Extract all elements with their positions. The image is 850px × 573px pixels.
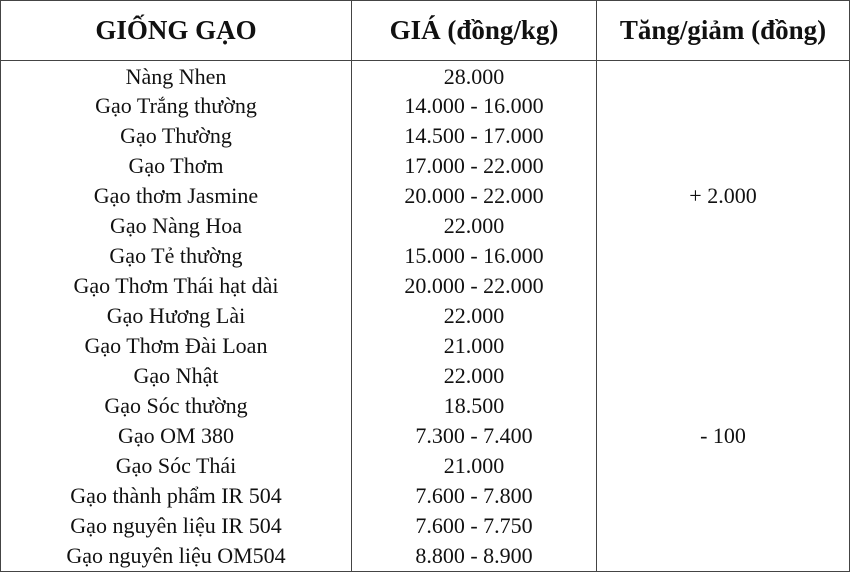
table-row: [1, 121, 850, 151]
change-cell: [597, 481, 850, 511]
price-cell: 21.000: [352, 331, 597, 361]
price-cell: 22.000: [352, 301, 597, 331]
table-row: [1, 361, 850, 391]
header-rice-variety: GIỐNG GẠO: [1, 1, 352, 61]
price-cell: 7.600 - 7.800: [352, 481, 597, 511]
change-cell: [597, 121, 850, 151]
rice-variety-cell: Gạo Tẻ thường: [1, 241, 352, 271]
price-cell: 17.000 - 22.000: [352, 151, 597, 181]
change-cell: [597, 451, 850, 481]
price-cell: 7.300 - 7.400: [352, 421, 597, 451]
rice-variety-cell: Gạo Nàng Hoa: [1, 211, 352, 241]
change-cell: + 2.000: [597, 181, 850, 211]
price-cell: 8.800 - 8.900: [352, 541, 597, 572]
header-price: GIÁ (đồng/kg): [352, 1, 597, 61]
price-cell: 28.000: [352, 61, 597, 92]
table-row: [1, 61, 850, 92]
rice-variety-cell: Gạo Trắng thường: [1, 91, 352, 121]
price-cell: 20.000 - 22.000: [352, 271, 597, 301]
rice-variety-cell: Gạo Thơm Thái hạt dài: [1, 271, 352, 301]
table-row: [1, 451, 850, 481]
rice-variety-cell: Gạo nguyên liệu IR 504: [1, 511, 352, 541]
table-row: [1, 271, 850, 301]
rice-variety-cell: Gạo OM 380: [1, 421, 352, 451]
change-cell: [597, 61, 850, 92]
rice-variety-cell: Gạo thơm Jasmine: [1, 181, 352, 211]
change-cell: [597, 541, 850, 572]
price-cell: 14.500 - 17.000: [352, 121, 597, 151]
price-cell: 18.500: [352, 391, 597, 421]
rice-variety-cell: Gạo Thơm Đài Loan: [1, 331, 352, 361]
table-body: [1, 61, 850, 572]
rice-variety-cell: Gạo nguyên liệu OM504: [1, 541, 352, 572]
price-cell: 21.000: [352, 451, 597, 481]
table-row: [1, 241, 850, 271]
price-cell: 7.600 - 7.750: [352, 511, 597, 541]
rice-variety-cell: Gạo Thường: [1, 121, 352, 151]
table-row: [1, 181, 850, 211]
change-cell: [597, 391, 850, 421]
table-row: [1, 541, 850, 572]
change-cell: [597, 301, 850, 331]
rice-variety-cell: Gạo Nhật: [1, 361, 352, 391]
table-row: [1, 331, 850, 361]
table-row: [1, 151, 850, 181]
change-cell: - 100: [597, 421, 850, 451]
rice-variety-cell: Gạo thành phẩm IR 504: [1, 481, 352, 511]
rice-variety-cell: Gạo Sóc thường: [1, 391, 352, 421]
header-row: [1, 1, 850, 61]
header-change: Tăng/giảm (đồng): [597, 1, 850, 61]
rice-variety-cell: Nàng Nhen: [1, 61, 352, 92]
change-cell: [597, 271, 850, 301]
table-row: [1, 391, 850, 421]
price-cell: 22.000: [352, 361, 597, 391]
rice-variety-cell: Gạo Hương Lài: [1, 301, 352, 331]
table-row: [1, 91, 850, 121]
change-cell: [597, 151, 850, 181]
change-cell: [597, 361, 850, 391]
change-cell: [597, 91, 850, 121]
change-cell: [597, 241, 850, 271]
rice-variety-cell: Gạo Thơm: [1, 151, 352, 181]
price-cell: 20.000 - 22.000: [352, 181, 597, 211]
table-row: [1, 211, 850, 241]
rice-variety-cell: Gạo Sóc Thái: [1, 451, 352, 481]
change-cell: [597, 211, 850, 241]
price-cell: 14.000 - 16.000: [352, 91, 597, 121]
change-cell: [597, 511, 850, 541]
table-row: [1, 421, 850, 451]
change-cell: [597, 331, 850, 361]
price-cell: 15.000 - 16.000: [352, 241, 597, 271]
table-row: [1, 511, 850, 541]
table-row: [1, 481, 850, 511]
price-cell: 22.000: [352, 211, 597, 241]
table-row: [1, 301, 850, 331]
